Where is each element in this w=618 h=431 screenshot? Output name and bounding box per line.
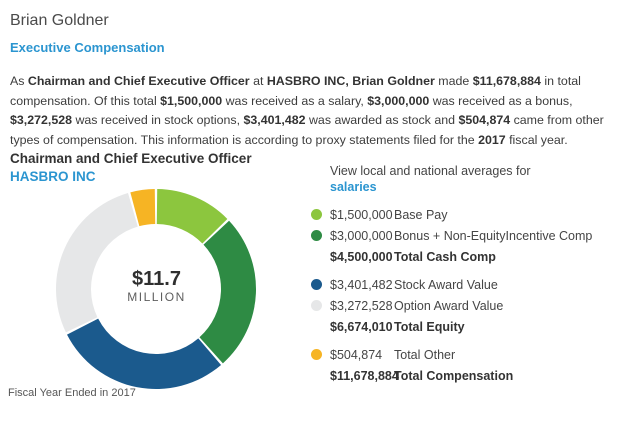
- summary-segment: Chairman and Chief Executive Officer: [27, 74, 250, 88]
- donut-segment-bonus-non-equityincentive-comp[interactable]: [199, 221, 256, 364]
- legend-amount: $4,500,000: [330, 249, 393, 264]
- legend-label: Option Award Value: [394, 298, 504, 313]
- legend-label: Total Equity: [394, 319, 465, 334]
- company-link[interactable]: HASBRO INC: [10, 169, 96, 184]
- legend-row: [311, 225, 613, 246]
- summary-segment: came from other types of compensation. This information is according to proxy statements filed for the: [10, 113, 604, 147]
- compensation-legend: [311, 204, 613, 386]
- donut-segment-stock-award-value[interactable]: [67, 319, 221, 389]
- legend-dot-icon: [311, 279, 322, 290]
- legend-row: [311, 365, 613, 386]
- donut-total-unit: MILLION: [127, 290, 186, 304]
- averages-intro: [330, 163, 613, 195]
- legend-row: [311, 316, 613, 337]
- summary-segment: at: [249, 74, 267, 88]
- legend-label: Bonus + Non-EquityIncentive Comp: [394, 228, 593, 243]
- legend-label: Total Cash Comp: [394, 249, 496, 264]
- legend-amount: $6,674,010: [330, 319, 393, 334]
- summary-segment: As: [10, 74, 28, 88]
- legend-label: Base Pay: [394, 207, 448, 222]
- legend-amount: $1,500,000: [330, 207, 393, 222]
- person-name: Brian Goldner: [10, 12, 109, 29]
- legend-row: [311, 246, 613, 267]
- legend-row: [311, 204, 613, 225]
- legend-dot-spacer: [311, 321, 322, 332]
- legend-dot-spacer: [311, 370, 322, 381]
- fiscal-year-footnote: Fiscal Year Ended in 2017: [8, 387, 136, 399]
- summary-segment: was awarded as stock and: [305, 113, 459, 127]
- summary-segment: $11,678,884: [472, 74, 541, 88]
- legend-amount: $3,000,000: [330, 228, 393, 243]
- donut-chart: [54, 187, 258, 391]
- legend-label: Total Other: [394, 347, 456, 362]
- summary-segment: in total compensation. Of this total: [10, 74, 581, 108]
- summary-segment: $3,000,000: [367, 93, 430, 108]
- legend-row: [311, 274, 613, 295]
- legend-amount: $11,678,884: [330, 368, 399, 383]
- summary-segment: was received in stock options,: [72, 113, 244, 127]
- averages-intro-text: View local and national averages for: [330, 164, 531, 178]
- legend-amount: $3,401,482: [330, 277, 393, 292]
- donut-segment-option-award-value[interactable]: [56, 193, 138, 332]
- legend-dot-spacer: [311, 251, 322, 262]
- legend-dot-icon: [311, 349, 322, 360]
- summary-segment: $3,401,482: [243, 113, 306, 127]
- summary-segment: was received as a bonus,: [429, 93, 573, 108]
- legend-label: Stock Award Value: [394, 277, 498, 292]
- legend-dot-icon: [311, 230, 322, 241]
- chart-title: Chairman and Chief Executive Officer: [10, 151, 252, 166]
- executive-compensation-link[interactable]: Executive Compensation: [10, 40, 165, 55]
- summary-segment: fiscal year.: [505, 132, 568, 147]
- summary-segment: was received as a salary,: [222, 93, 368, 108]
- summary-segment: 2017: [478, 132, 506, 147]
- summary-segment: $1,500,000: [160, 93, 223, 108]
- summary-paragraph: [10, 72, 611, 150]
- salaries-link[interactable]: salaries: [330, 180, 377, 194]
- legend-amount: $504,874: [330, 347, 383, 362]
- summary-segment: $3,272,528: [10, 113, 73, 127]
- summary-segment: made: [434, 74, 473, 88]
- legend-row: [311, 295, 613, 316]
- donut-total-value: $11.7: [132, 268, 181, 290]
- summary-segment: $504,874: [458, 113, 511, 127]
- compensation-breakdown-panel: [311, 163, 613, 386]
- legend-row: [311, 344, 613, 365]
- legend-dot-icon: [311, 300, 322, 311]
- summary-segment: HASBRO INC, Brian Goldner: [266, 74, 435, 88]
- legend-dot-icon: [311, 209, 322, 220]
- legend-label: Total Compensation: [394, 368, 514, 383]
- legend-amount: $3,272,528: [330, 298, 393, 313]
